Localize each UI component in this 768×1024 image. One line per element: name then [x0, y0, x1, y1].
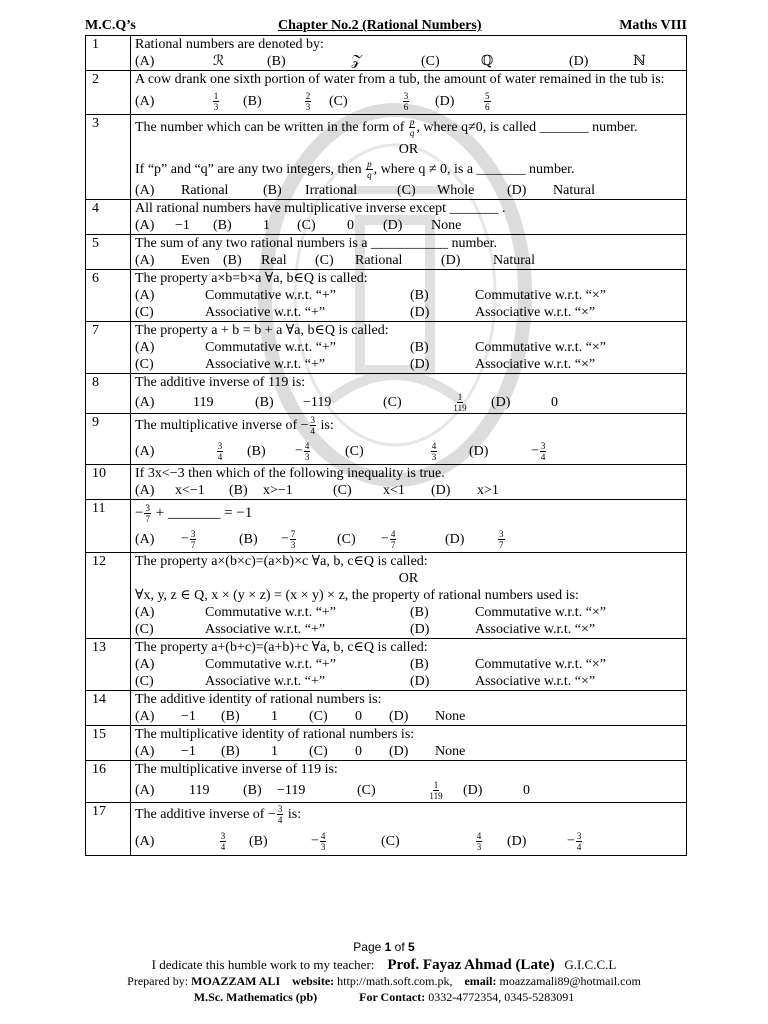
header-title: Chapter No.2 (Rational Numbers): [278, 18, 482, 33]
options: (A) x<−1 (B) x>−1 (C) x<1 (D) x>1: [135, 483, 499, 498]
question-equation: − $\frac{3}{7}$ + _______ = −1: [135, 503, 253, 525]
question-number: 4: [86, 200, 131, 235]
question-text-alt: ∀x, y, z ∈ Q, x × (y × z) = (x × y) × z, the property of rational numbers used is:: [135, 588, 579, 603]
options: (A) −1 (B) 1 (C) 0 (D) None: [135, 218, 462, 233]
options: [135, 53, 682, 70]
dedication-line: I dedicate this humble work to my teacher: Prof. Fayaz Ahmad (Late) G.I.C.C.L: [151, 957, 617, 973]
prepared-by-line: Prepared by: MOAZZAM ALI website: http://math.soft.com.pk, email: moazzamali89@hotmail.com: [127, 974, 641, 988]
option-fraction: $\frac{1}{3}$: [213, 90, 219, 112]
question-text: The multiplicative inverse of − $\frac{3}{4}$ is:: [135, 415, 334, 437]
options-grid: (A) Commutative w.r.t. “+” (B) Commutative w.r.t. “×” (C) Associative w.r.t. “+” (D) Associative w.r.t. “×”: [135, 340, 607, 372]
question-text: If 3x<−3 then which of the following inequality is true.: [135, 466, 445, 481]
options: (A) Rational (B) Irrational (C) Whole (D) Natural: [135, 183, 595, 198]
option-label: (D): [569, 54, 589, 69]
question-number: 9: [86, 414, 131, 465]
question-row: [86, 500, 687, 553]
option-label: (A): [135, 54, 155, 69]
option-label: (C): [421, 54, 440, 69]
option-value: ℕ: [633, 54, 646, 69]
page-number: Page 1 of 5: [353, 940, 415, 954]
question-text: The property a + b = b + a ∀a, b∈Q is called:: [135, 323, 389, 338]
options: (A) Even (B) Real (C) Rational (D) Natural: [135, 253, 535, 268]
option-fraction: $\frac{3}{6}$: [403, 90, 409, 112]
question-number: 16: [86, 761, 131, 803]
options: (A) 119 (B) −119 (C) $\frac{1}{119}$ (D) 0: [135, 779, 530, 801]
option-fraction: $\frac{1}{119}$: [453, 391, 467, 413]
question-number: 11: [86, 500, 131, 553]
question-text: A cow drank one sixth portion of water from a tub, the amount of water remained in the tub is:: [135, 72, 665, 87]
question-row: [86, 553, 687, 639]
option-value: ℚ: [481, 54, 494, 69]
option-value: ℛ: [213, 54, 225, 69]
question-text: All rational numbers have multiplicative inverse except _______ .: [135, 201, 506, 216]
options: (A) −1 (B) 1 (C) 0 (D) None: [135, 709, 466, 724]
question-row: [86, 115, 687, 200]
question-number: 2: [86, 71, 131, 115]
email-link[interactable]: moazzamali89@hotmail.com: [499, 974, 641, 988]
question-text: The property a×(b×c)=(a×b)×c ∀a, b, c∈Q is called:: [135, 554, 428, 569]
option-fraction: $\frac{2}{3}$: [305, 90, 311, 112]
question-row: [86, 200, 687, 235]
question-number: 8: [86, 374, 131, 414]
question-row: [86, 374, 687, 414]
or-separator: OR: [398, 571, 419, 586]
question-row: [86, 36, 687, 71]
question-text: The additive inverse of 119 is:: [135, 375, 306, 390]
question-row: [86, 270, 687, 322]
question-number: 6: [86, 270, 131, 322]
question-number: 7: [86, 322, 131, 374]
question-text: The property a+(b+c)=(a+b)+c ∀a, b, c∈Q is called:: [135, 640, 428, 655]
mcq-table: [85, 35, 687, 856]
question-number: 10: [86, 465, 131, 500]
options: (A) 119 (B) −119 (C) $\frac{1}{119}$ (D) 0: [135, 391, 558, 413]
question-text: The property a×b=b×a ∀a, b∈Q is called:: [135, 271, 368, 286]
question-text-alt: If “p” and “q” are any two integers, then $\frac{p}{q}$ , where q ≠ 0, is a _______ number.: [135, 159, 575, 181]
question-text: The multiplicative identity of rational numbers is:: [135, 727, 415, 742]
question-number: 3: [86, 115, 131, 200]
question-number: 5: [86, 235, 131, 270]
options-grid: (A) Commutative w.r.t. “+” (B) Commutative w.r.t. “×” (C) Associative w.r.t. “+” (D) Associative w.r.t. “×”: [135, 288, 607, 320]
question-number: 1: [86, 36, 131, 71]
question-text: The number which can be written in the form of $\frac{p}{q}$ , where q≠0, is called _______ number.: [135, 117, 638, 139]
question-text: The additive identity of rational numbers is:: [135, 692, 382, 707]
question-number: 15: [86, 726, 131, 761]
question-number: 14: [86, 691, 131, 726]
question-row: [86, 691, 687, 726]
website-link[interactable]: http://math.soft.com.pk,: [337, 974, 453, 988]
options-grid: (A) Commutative w.r.t. “+” (B) Commutative w.r.t. “×” (C) Associative w.r.t. “+” (D) Associative w.r.t. “×”: [135, 657, 607, 689]
question-number: 12: [86, 553, 131, 639]
option-value: 𝒵: [351, 54, 362, 69]
question-text: The multiplicative inverse of 119 is:: [135, 762, 338, 777]
options: (A) − $\frac{3}{7}$ (B) − $\frac{7}{3}$ (C) − $\frac{4}{7}$ (D) $\frac{3}{7}$: [135, 528, 504, 550]
page-header: [85, 18, 687, 36]
question-row: [86, 71, 687, 115]
question-row: [86, 803, 687, 856]
question-text: Rational numbers are denoted by:: [135, 37, 324, 52]
options: (A) $\frac{1}{3}$ (B) $\frac{2}{3}$ (C) $\frac{3}{6}$ (D) $\frac{5}{6}$: [135, 90, 490, 112]
options-grid: (A) Commutative w.r.t. “+” (B) Commutative w.r.t. “×” (C) Associative w.r.t. “+” (D) Associative w.r.t. “×”: [135, 605, 607, 637]
header-right: Maths VIII: [619, 18, 687, 33]
contact-line: M.Sc. Mathematics (pb) For Contact: 0332-4772354, 0345-5283091: [193, 990, 575, 1004]
question-row: [86, 726, 687, 761]
question-row: [86, 639, 687, 691]
question-text: The additive inverse of − $\frac{3}{4}$ is:: [135, 804, 302, 826]
question-number: 13: [86, 639, 131, 691]
question-text: The sum of any two rational numbers is a ___________ number.: [135, 236, 497, 251]
question-row: [86, 414, 687, 465]
header-left: M.C.Q’s: [85, 18, 136, 33]
options: (A) $\frac{3}{4}$ (B) − $\frac{4}{3}$ (C) $\frac{4}{3}$ (D) − $\frac{3}{4}$: [135, 440, 546, 462]
question-row: [86, 322, 687, 374]
option-label: (B): [267, 54, 286, 69]
question-row: [86, 761, 687, 803]
question-row: [86, 465, 687, 500]
option-fraction: $\frac{5}{6}$: [485, 90, 490, 112]
question-row: [86, 235, 687, 270]
options: (A) −1 (B) 1 (C) 0 (D) None: [135, 744, 466, 759]
question-number: 17: [86, 803, 131, 856]
or-separator: OR: [398, 142, 419, 157]
options: (A) $\frac{3}{4}$ (B) − $\frac{4}{3}$ (C) $\frac{4}{3}$ (D) − $\frac{3}{4}$: [135, 830, 582, 852]
